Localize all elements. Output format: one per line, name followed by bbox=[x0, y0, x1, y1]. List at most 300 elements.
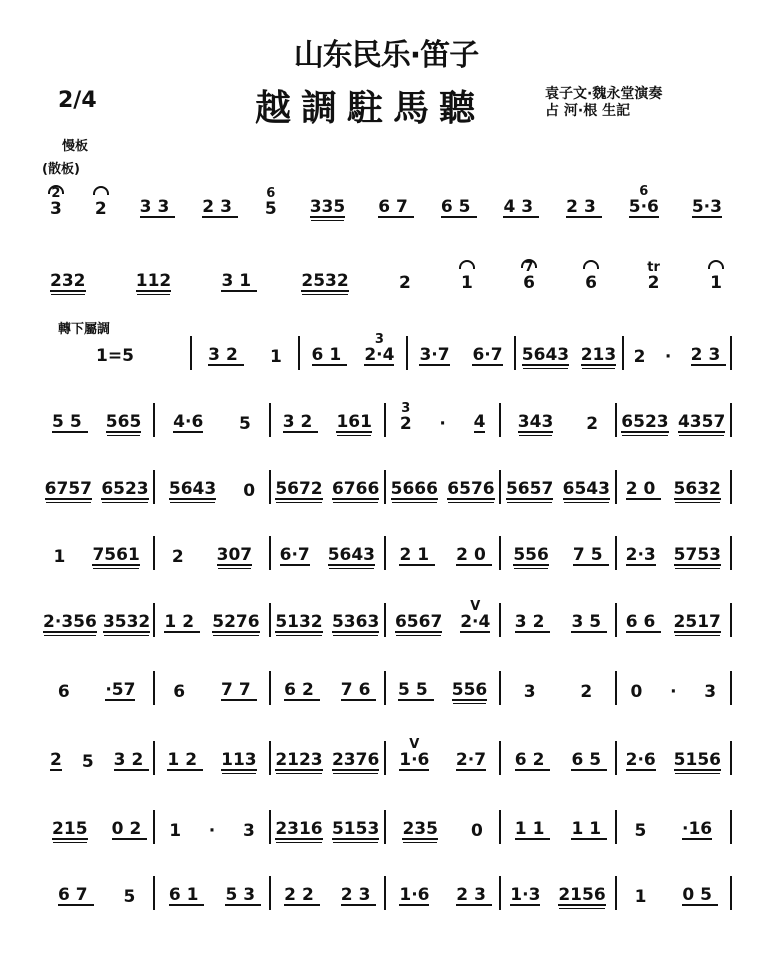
notes: 5643 bbox=[168, 479, 217, 499]
note-group bbox=[311, 333, 348, 370]
note-group bbox=[670, 670, 676, 705]
notes: 112 bbox=[135, 271, 172, 291]
measure bbox=[271, 671, 386, 705]
note-group bbox=[239, 402, 251, 437]
notes: 335 bbox=[309, 197, 346, 217]
note-group bbox=[275, 807, 322, 844]
measure bbox=[501, 403, 616, 437]
notes: · bbox=[208, 821, 216, 841]
note-group bbox=[399, 261, 411, 296]
note-group bbox=[111, 807, 148, 844]
measure bbox=[155, 741, 270, 775]
note-group bbox=[626, 738, 656, 775]
note-group bbox=[402, 807, 438, 844]
note-group bbox=[690, 333, 727, 370]
measure bbox=[386, 671, 501, 705]
notes: 113 bbox=[221, 750, 257, 770]
measure bbox=[624, 336, 732, 370]
measure bbox=[40, 741, 155, 775]
measure bbox=[501, 741, 616, 775]
notes: 1 bbox=[634, 887, 647, 907]
measure bbox=[386, 737, 501, 775]
note-group bbox=[629, 185, 659, 222]
note-group bbox=[399, 873, 429, 910]
measure bbox=[271, 741, 386, 775]
fermata-icon bbox=[459, 260, 475, 269]
note-group bbox=[58, 670, 70, 705]
note-group bbox=[106, 400, 142, 437]
notes: 22 bbox=[284, 885, 320, 905]
notes: 2 bbox=[647, 273, 660, 293]
measure bbox=[271, 603, 386, 637]
measure bbox=[300, 332, 408, 370]
fermata-icon bbox=[93, 186, 109, 195]
note-group bbox=[105, 668, 135, 705]
note-group bbox=[447, 467, 494, 504]
measure bbox=[271, 876, 386, 910]
note-group bbox=[524, 670, 536, 705]
measure bbox=[617, 810, 732, 844]
note-group bbox=[563, 467, 610, 504]
note-group bbox=[212, 600, 259, 637]
note-group bbox=[472, 333, 502, 370]
note-group bbox=[221, 668, 257, 705]
notes: 5·3 bbox=[691, 197, 722, 217]
notes: 6 bbox=[173, 682, 186, 702]
note-group bbox=[461, 261, 473, 296]
notes: 3 bbox=[523, 682, 536, 702]
measure bbox=[501, 810, 616, 844]
measure bbox=[271, 403, 386, 437]
score-line bbox=[40, 393, 732, 437]
note-group bbox=[678, 400, 725, 437]
page-title: 山东民乐·笛子 bbox=[293, 38, 479, 73]
score-line bbox=[40, 661, 732, 705]
note-group bbox=[558, 873, 605, 910]
note-group bbox=[265, 187, 277, 222]
note-group bbox=[581, 333, 617, 370]
score-line bbox=[40, 593, 732, 637]
notes: 2376 bbox=[331, 750, 380, 770]
measure bbox=[501, 671, 616, 705]
score-line bbox=[40, 326, 732, 370]
note-group bbox=[136, 259, 172, 296]
measure bbox=[386, 599, 501, 637]
notes: 232 bbox=[50, 271, 86, 291]
note-group bbox=[456, 873, 492, 910]
fermata-icon bbox=[521, 259, 537, 268]
notes: 2316 bbox=[275, 819, 323, 839]
notes: 23 bbox=[690, 345, 727, 365]
note-group bbox=[626, 533, 656, 570]
notes: 2156 bbox=[558, 885, 606, 905]
note-group bbox=[103, 600, 150, 637]
notes: 32 bbox=[208, 345, 244, 365]
notes: 213 bbox=[580, 345, 617, 365]
note-group bbox=[173, 670, 185, 705]
note-group bbox=[221, 738, 257, 775]
measure bbox=[386, 810, 501, 844]
note-group bbox=[284, 873, 320, 910]
note-group bbox=[523, 261, 535, 296]
note-group bbox=[169, 467, 216, 504]
notes: 5666 bbox=[390, 479, 438, 499]
measure bbox=[192, 336, 300, 370]
measure bbox=[617, 603, 732, 637]
note-group bbox=[275, 738, 322, 775]
notes: 1·6 bbox=[399, 885, 430, 905]
note-group bbox=[217, 533, 253, 570]
notes: 31 bbox=[221, 271, 258, 291]
note-group bbox=[439, 402, 445, 437]
notes: 556 bbox=[451, 680, 488, 700]
note-group bbox=[332, 600, 379, 637]
measure bbox=[501, 470, 616, 504]
note-group bbox=[270, 335, 282, 370]
measure bbox=[155, 876, 270, 910]
measure bbox=[617, 470, 732, 504]
note-group bbox=[275, 467, 322, 504]
notes: 2 bbox=[586, 414, 599, 434]
note-group bbox=[518, 400, 554, 437]
measure bbox=[155, 403, 270, 437]
notes: 5672 bbox=[275, 479, 323, 499]
note-group bbox=[710, 261, 722, 296]
notes: 55 bbox=[398, 680, 434, 700]
note-group bbox=[400, 402, 412, 437]
note-group bbox=[634, 335, 646, 370]
measure bbox=[386, 403, 501, 437]
note-group bbox=[585, 261, 597, 296]
notes: 2 bbox=[398, 273, 411, 293]
notes: 2·4 bbox=[460, 612, 491, 632]
notes: 2·4 bbox=[364, 345, 395, 365]
note-group bbox=[682, 873, 719, 910]
tempo-marking: 慢板 bbox=[62, 139, 89, 154]
note-group bbox=[364, 333, 394, 370]
note-group bbox=[50, 738, 62, 775]
notes: 5276 bbox=[212, 612, 260, 632]
notes: 5 bbox=[123, 887, 136, 907]
note-group bbox=[460, 600, 490, 637]
note-group bbox=[456, 738, 486, 775]
notes: 32 bbox=[514, 612, 551, 632]
score-line bbox=[40, 526, 732, 570]
note-group bbox=[566, 185, 602, 222]
notes: 61 bbox=[311, 345, 348, 365]
note-group bbox=[635, 875, 647, 910]
note-group bbox=[172, 535, 184, 570]
notes: 1·6 bbox=[399, 750, 430, 770]
notes: 20 bbox=[456, 545, 492, 565]
notes: 12 bbox=[167, 750, 204, 770]
note-group bbox=[503, 185, 540, 222]
note-group bbox=[164, 600, 201, 637]
note-group bbox=[139, 185, 176, 222]
notes: 2·3 bbox=[625, 545, 656, 565]
notes: 5632 bbox=[673, 479, 721, 499]
measure bbox=[40, 470, 155, 504]
notes: 5·6 bbox=[628, 197, 659, 217]
notes: 32 bbox=[282, 412, 319, 432]
time-signature: 2/4 bbox=[58, 88, 97, 113]
measure bbox=[617, 741, 732, 775]
note-group bbox=[301, 259, 348, 296]
measure bbox=[386, 536, 501, 570]
note-group bbox=[704, 670, 716, 705]
measure bbox=[386, 876, 501, 910]
grace-note: 2 bbox=[51, 186, 61, 201]
note-group bbox=[202, 185, 238, 222]
notes: 2532 bbox=[301, 271, 349, 291]
piece-title: 越調駐馬聽 bbox=[255, 88, 486, 129]
note-group bbox=[209, 809, 215, 844]
notes: 2 bbox=[580, 682, 593, 702]
notes: 6 bbox=[585, 273, 598, 293]
notes: 7561 bbox=[92, 545, 140, 565]
performers: 袁子文·魏永堂演奏 bbox=[545, 86, 663, 102]
notes: 2·7 bbox=[455, 750, 487, 770]
notes: 33 bbox=[139, 197, 176, 217]
notes: 6543 bbox=[562, 479, 610, 499]
note-group bbox=[399, 738, 429, 775]
measure bbox=[501, 536, 616, 570]
measure bbox=[40, 536, 155, 570]
note-group bbox=[225, 873, 262, 910]
notes: 0 bbox=[243, 481, 256, 501]
notes: 5643 bbox=[521, 345, 570, 365]
notes: 3·7 bbox=[419, 345, 450, 365]
notes: · bbox=[670, 682, 677, 702]
score-line bbox=[40, 731, 732, 775]
notes: 3 bbox=[50, 199, 62, 219]
notes: 62 bbox=[514, 750, 551, 770]
note-group bbox=[395, 600, 442, 637]
note-group bbox=[43, 600, 97, 637]
note-group bbox=[275, 600, 322, 637]
measure bbox=[40, 876, 155, 910]
notes: 1 bbox=[169, 821, 182, 841]
note-group bbox=[634, 809, 646, 844]
note-group bbox=[92, 533, 139, 570]
notes: 6757 bbox=[44, 479, 92, 499]
notes: 3532 bbox=[102, 612, 151, 632]
measure bbox=[155, 536, 270, 570]
note-group bbox=[378, 185, 414, 222]
notes: 12 bbox=[164, 612, 201, 632]
note-group bbox=[340, 873, 377, 910]
grace-note: V bbox=[409, 737, 420, 752]
notes: 4 bbox=[473, 412, 486, 432]
note-group bbox=[50, 187, 62, 222]
note-group bbox=[571, 600, 608, 637]
measure bbox=[155, 671, 270, 705]
notes: 55 bbox=[52, 412, 88, 432]
note-group bbox=[674, 738, 721, 775]
measure bbox=[516, 336, 624, 370]
notes: 5153 bbox=[331, 819, 380, 839]
notes: 5156 bbox=[673, 750, 721, 770]
note-group bbox=[221, 259, 258, 296]
notes: 62 bbox=[284, 680, 320, 700]
notes: 66 bbox=[625, 612, 662, 632]
score-line bbox=[40, 460, 732, 504]
note-group bbox=[113, 738, 150, 775]
notes: 11 bbox=[571, 819, 608, 839]
notes: 2 bbox=[171, 547, 184, 567]
notes: 2 bbox=[94, 199, 107, 219]
measure bbox=[617, 403, 732, 437]
measure bbox=[408, 336, 516, 370]
note-group bbox=[50, 259, 86, 296]
note-group bbox=[625, 467, 662, 504]
grace-note: 7 bbox=[524, 260, 534, 275]
note-group bbox=[57, 873, 94, 910]
notes: 21 bbox=[399, 545, 436, 565]
notes: 77 bbox=[221, 680, 257, 700]
notes: 556 bbox=[513, 545, 549, 565]
note-group bbox=[682, 807, 712, 844]
score-line bbox=[40, 800, 732, 844]
note-group bbox=[674, 600, 721, 637]
grace-note: 3 bbox=[374, 332, 384, 347]
note-group bbox=[124, 875, 136, 910]
grace-note: 3 bbox=[401, 401, 411, 416]
note-group bbox=[506, 467, 553, 504]
notes: 307 bbox=[216, 545, 253, 565]
notes: 2 bbox=[49, 750, 62, 770]
note-group bbox=[625, 600, 662, 637]
note-group bbox=[572, 533, 609, 570]
measure bbox=[501, 876, 616, 910]
notes: 1 bbox=[461, 273, 473, 293]
note-group bbox=[101, 467, 148, 504]
note-group bbox=[282, 400, 319, 437]
modulation-marking: 轉下屬調 bbox=[58, 322, 111, 337]
notes: 161 bbox=[336, 412, 372, 432]
notes: 6567 bbox=[394, 612, 443, 632]
notes: 2 bbox=[399, 414, 412, 434]
note-group bbox=[514, 807, 551, 844]
note-group bbox=[328, 533, 375, 570]
notes: 2517 bbox=[673, 612, 721, 632]
notes: 5753 bbox=[673, 545, 721, 565]
notes: 32 bbox=[113, 750, 150, 770]
note-group bbox=[419, 333, 449, 370]
notes: 0 bbox=[470, 821, 483, 841]
measure bbox=[501, 603, 616, 637]
notes: 5 bbox=[238, 414, 251, 434]
notes: 3 bbox=[242, 821, 255, 841]
fermata-icon bbox=[48, 185, 64, 194]
measure bbox=[155, 603, 270, 637]
notes: 5 bbox=[81, 752, 94, 772]
notes: 6523 bbox=[101, 479, 149, 499]
note-group bbox=[243, 809, 255, 844]
notes: 5643 bbox=[327, 545, 376, 565]
note-group bbox=[571, 807, 608, 844]
notes: 20 bbox=[625, 479, 662, 499]
measure bbox=[271, 810, 386, 844]
note-group bbox=[45, 467, 92, 504]
note-group bbox=[173, 400, 203, 437]
note-group bbox=[310, 185, 346, 222]
note-group bbox=[580, 670, 592, 705]
note-group bbox=[621, 400, 668, 437]
notes: 6576 bbox=[447, 479, 495, 499]
grace-note: tr bbox=[647, 260, 660, 275]
measure bbox=[617, 671, 732, 705]
note-group bbox=[340, 668, 377, 705]
notes: 6766 bbox=[331, 479, 380, 499]
note-group bbox=[510, 873, 540, 910]
transcriber: 占 河·根 生記 bbox=[545, 103, 631, 119]
note-group bbox=[474, 400, 486, 437]
notes: 75 bbox=[572, 545, 609, 565]
note-group bbox=[674, 467, 721, 504]
key-signature bbox=[40, 336, 192, 370]
grace-note: 6 bbox=[266, 186, 276, 201]
note-group bbox=[692, 185, 722, 222]
notes: 23 bbox=[456, 885, 492, 905]
note-group bbox=[336, 400, 372, 437]
notes: 11 bbox=[514, 819, 551, 839]
notes: 1 bbox=[270, 347, 282, 367]
notes: 2123 bbox=[275, 750, 323, 770]
notes: 23 bbox=[566, 197, 602, 217]
notes: 343 bbox=[517, 412, 554, 432]
score-line bbox=[40, 252, 732, 296]
note-group bbox=[52, 400, 88, 437]
notes: 65 bbox=[440, 197, 477, 217]
notes: ·57 bbox=[105, 680, 136, 700]
notes: 5657 bbox=[505, 479, 554, 499]
measure bbox=[40, 810, 155, 844]
note-group bbox=[332, 467, 379, 504]
notes: 76 bbox=[340, 680, 377, 700]
note-group bbox=[665, 335, 671, 370]
note-group bbox=[167, 738, 204, 775]
notes: · bbox=[664, 347, 672, 367]
note-group bbox=[168, 873, 205, 910]
notes: 3 bbox=[704, 682, 717, 702]
notes: 5363 bbox=[331, 612, 380, 632]
note-group bbox=[471, 809, 483, 844]
notes: 6 bbox=[57, 682, 70, 702]
notes: 565 bbox=[105, 412, 142, 432]
note-group bbox=[284, 668, 320, 705]
note-group bbox=[452, 668, 488, 705]
measure bbox=[155, 810, 270, 844]
notes: 4·6 bbox=[173, 412, 204, 432]
notes: 35 bbox=[571, 612, 608, 632]
measure bbox=[40, 403, 155, 437]
note-group bbox=[399, 533, 436, 570]
key-label: 1=5 bbox=[96, 346, 134, 366]
notes: 5 bbox=[634, 821, 647, 841]
note-group bbox=[398, 668, 434, 705]
notes: 2·6 bbox=[625, 750, 656, 770]
notes: 65 bbox=[571, 750, 608, 770]
notes: 6523 bbox=[621, 412, 669, 432]
notes: 67 bbox=[378, 197, 414, 217]
tempo-note: (散板) bbox=[42, 162, 80, 177]
notes: ·16 bbox=[681, 819, 713, 839]
measure bbox=[40, 671, 155, 705]
notes: 43 bbox=[503, 197, 540, 217]
notes: 2·356 bbox=[43, 612, 97, 632]
note-group bbox=[514, 600, 551, 637]
